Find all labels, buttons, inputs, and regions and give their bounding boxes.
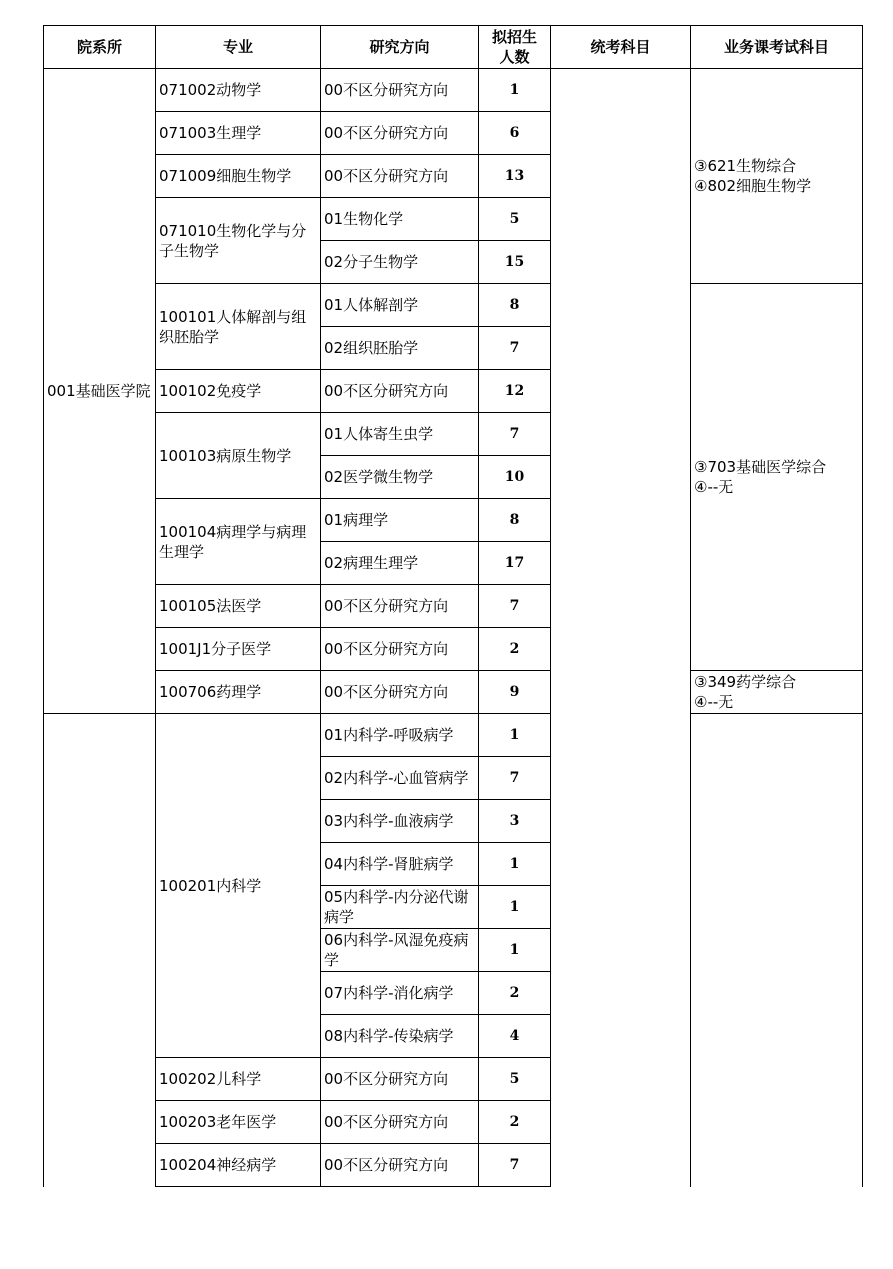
business-cell xyxy=(691,284,863,671)
direction-cell: 00不区分研究方向 xyxy=(321,1058,479,1101)
header-quota-line1: 拟招生 xyxy=(491,28,537,46)
quota-cell: 1 xyxy=(479,929,551,972)
direction-cell: 05内科学-内分泌代谢病学 xyxy=(321,886,479,929)
major-cell: 071003生理学 xyxy=(156,112,321,155)
major-cell: 100202儿科学 xyxy=(156,1058,321,1101)
direction-cell: 06内科学-风湿免疫病学 xyxy=(321,929,479,972)
quota-cell: 7 xyxy=(479,1144,551,1187)
header-business: 业务课考试科目 xyxy=(691,26,863,69)
direction-cell: 01生物化学 xyxy=(321,198,479,241)
business-cell xyxy=(691,714,863,1187)
quota-cell: 5 xyxy=(479,198,551,241)
table-row xyxy=(44,69,863,112)
major-cell: 071010生物化学与分子生物学 xyxy=(156,198,321,284)
quota-cell: 8 xyxy=(479,499,551,542)
business-cell xyxy=(691,671,863,714)
header-direction: 研究方向 xyxy=(321,26,479,69)
table-row xyxy=(44,671,863,714)
business-line: ③349药学综合 xyxy=(694,673,797,691)
major-cell: 100101人体解剖与组织胚胎学 xyxy=(156,284,321,370)
table-row xyxy=(44,714,863,757)
major-cell: 100706药理学 xyxy=(156,671,321,714)
quota-cell: 8 xyxy=(479,284,551,327)
header-dept: 院系所 xyxy=(44,26,156,69)
quota-cell: 12 xyxy=(479,370,551,413)
dept-cell: 001基础医学院 xyxy=(44,69,156,714)
direction-cell: 01人体寄生虫学 xyxy=(321,413,479,456)
major-cell: 071002动物学 xyxy=(156,69,321,112)
quota-cell: 2 xyxy=(479,628,551,671)
header-major: 专业 xyxy=(156,26,321,69)
direction-cell: 08内科学-传染病学 xyxy=(321,1015,479,1058)
direction-cell: 03内科学-血液病学 xyxy=(321,800,479,843)
business-line: ④--无 xyxy=(694,478,734,496)
quota-cell: 3 xyxy=(479,800,551,843)
quota-cell: 7 xyxy=(479,413,551,456)
major-cell: 100201内科学 xyxy=(156,714,321,1058)
quota-cell: 2 xyxy=(479,1101,551,1144)
direction-cell: 02病理生理学 xyxy=(321,542,479,585)
direction-cell: 00不区分研究方向 xyxy=(321,69,479,112)
header-row xyxy=(44,26,863,69)
direction-cell: 00不区分研究方向 xyxy=(321,1101,479,1144)
table-row xyxy=(44,284,863,327)
direction-cell: 00不区分研究方向 xyxy=(321,1144,479,1187)
direction-cell: 01病理学 xyxy=(321,499,479,542)
direction-cell: 07内科学-消化病学 xyxy=(321,972,479,1015)
direction-cell: 02医学微生物学 xyxy=(321,456,479,499)
quota-cell: 1 xyxy=(479,886,551,929)
business-line: ④802细胞生物学 xyxy=(694,177,812,195)
quota-cell: 7 xyxy=(479,327,551,370)
quota-cell: 2 xyxy=(479,972,551,1015)
major-cell: 100203老年医学 xyxy=(156,1101,321,1144)
quota-cell: 9 xyxy=(479,671,551,714)
direction-cell: 02组织胚胎学 xyxy=(321,327,479,370)
quota-cell: 1 xyxy=(479,69,551,112)
direction-cell: 00不区分研究方向 xyxy=(321,671,479,714)
direction-cell: 00不区分研究方向 xyxy=(321,628,479,671)
quota-cell: 7 xyxy=(479,757,551,800)
direction-cell: 00不区分研究方向 xyxy=(321,112,479,155)
quota-cell: 17 xyxy=(479,542,551,585)
business-cell xyxy=(691,69,863,284)
quota-cell: 7 xyxy=(479,585,551,628)
direction-cell: 00不区分研究方向 xyxy=(321,585,479,628)
unified-cell xyxy=(551,69,691,1187)
header-unified: 统考科目 xyxy=(551,26,691,69)
admissions-table xyxy=(43,25,863,1187)
quota-cell: 1 xyxy=(479,843,551,886)
major-cell: 100204神经病学 xyxy=(156,1144,321,1187)
business-line: ③621生物综合 xyxy=(694,157,797,175)
major-cell: 100103病原生物学 xyxy=(156,413,321,499)
header-quota xyxy=(479,26,551,69)
header-quota-line2: 人数 xyxy=(499,48,530,66)
direction-cell: 00不区分研究方向 xyxy=(321,155,479,198)
business-line: ④--无 xyxy=(694,693,734,711)
quota-cell: 6 xyxy=(479,112,551,155)
quota-cell: 4 xyxy=(479,1015,551,1058)
major-cell: 100102免疫学 xyxy=(156,370,321,413)
direction-cell: 00不区分研究方向 xyxy=(321,370,479,413)
direction-cell: 02内科学-心血管病学 xyxy=(321,757,479,800)
quota-cell: 10 xyxy=(479,456,551,499)
dept-cell xyxy=(44,714,156,1187)
business-line: ③703基础医学综合 xyxy=(694,458,827,476)
quota-cell: 15 xyxy=(479,241,551,284)
direction-cell: 04内科学-肾脏病学 xyxy=(321,843,479,886)
quota-cell: 1 xyxy=(479,714,551,757)
major-cell: 1001J1分子医学 xyxy=(156,628,321,671)
quota-cell: 5 xyxy=(479,1058,551,1101)
major-cell: 100104病理学与病理生理学 xyxy=(156,499,321,585)
major-cell: 071009细胞生物学 xyxy=(156,155,321,198)
direction-cell: 02分子生物学 xyxy=(321,241,479,284)
quota-cell: 13 xyxy=(479,155,551,198)
direction-cell: 01内科学-呼吸病学 xyxy=(321,714,479,757)
major-cell: 100105法医学 xyxy=(156,585,321,628)
direction-cell: 01人体解剖学 xyxy=(321,284,479,327)
